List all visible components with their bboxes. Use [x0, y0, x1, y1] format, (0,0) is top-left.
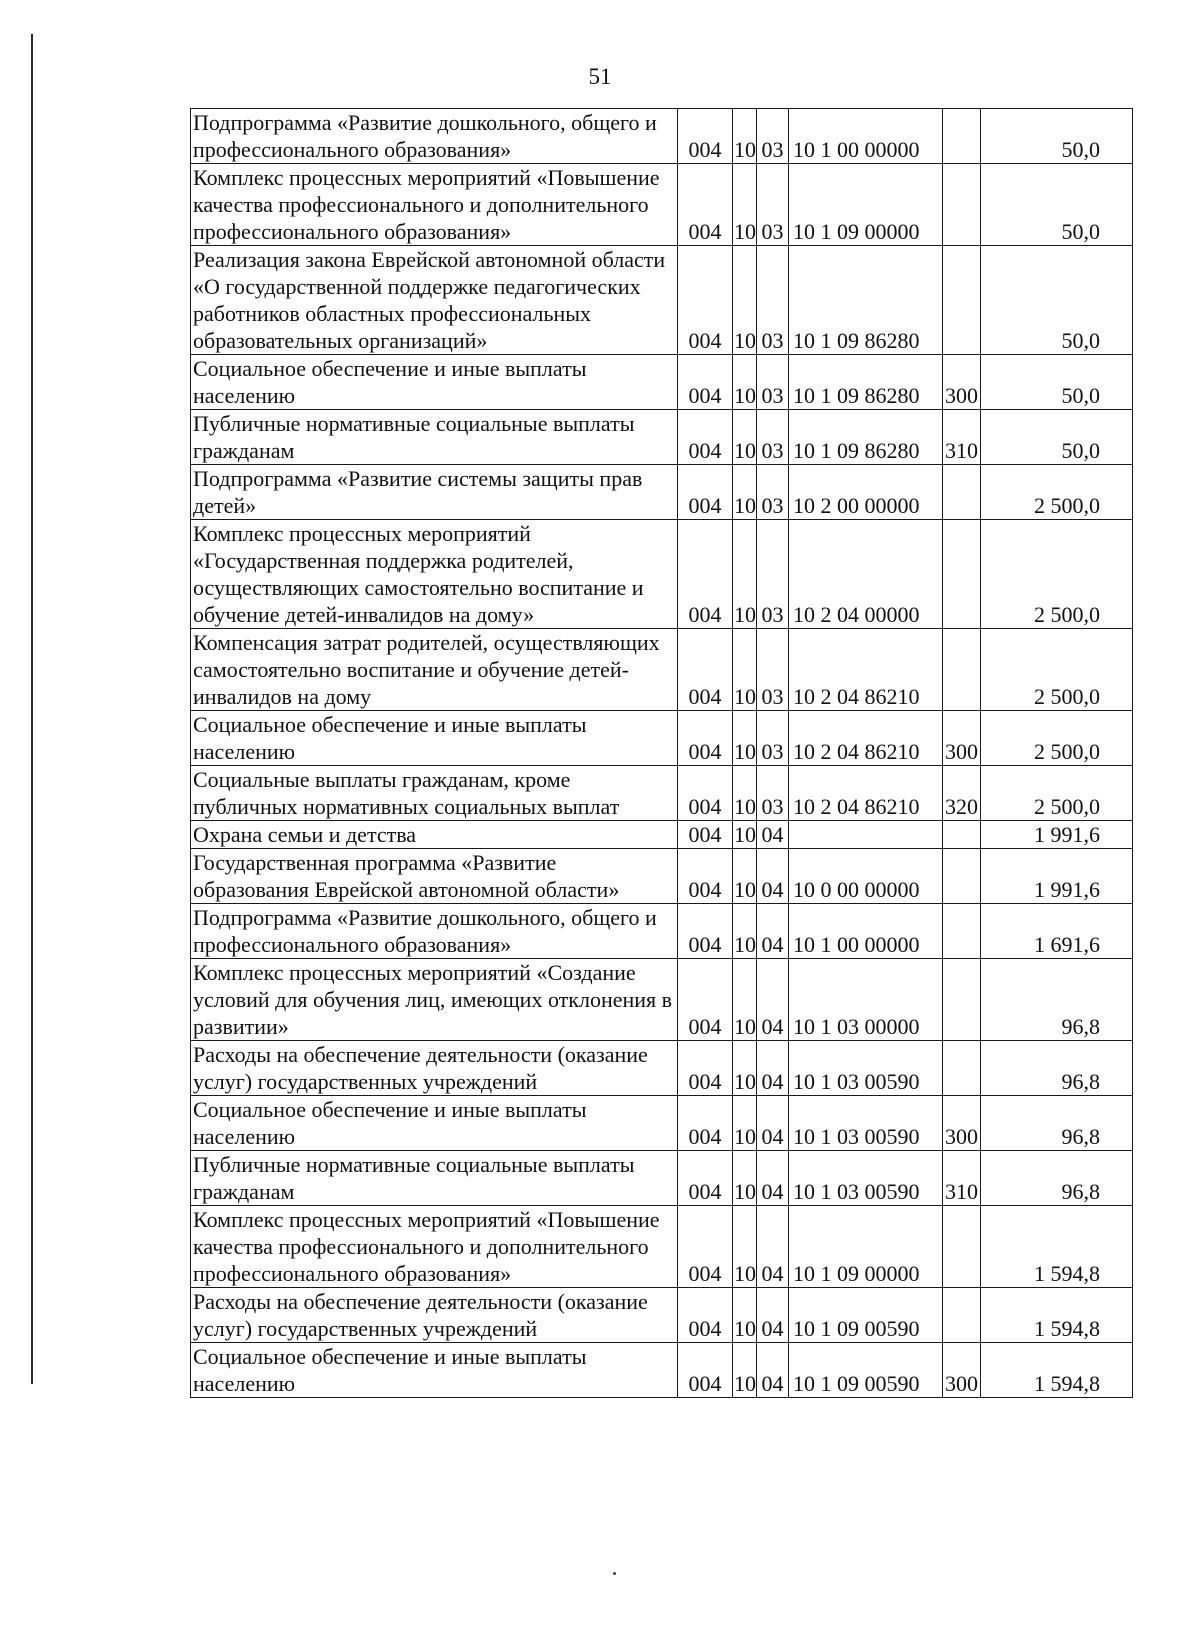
amount: 1 594,8 — [981, 1288, 1133, 1343]
admin-code: 004 — [678, 711, 733, 766]
expense-name: Социальное обеспечение и иные выплаты населению — [191, 355, 678, 410]
subsection-code: 03 — [757, 164, 789, 246]
target-article-code: 10 1 03 00590 — [789, 1041, 943, 1096]
expense-name: Расходы на обеспечение деятельности (оказание услуг) государственных учреждений — [191, 1288, 678, 1343]
section-code: 10 — [733, 766, 757, 821]
admin-code: 004 — [678, 1288, 733, 1343]
expense-type-code — [943, 821, 981, 849]
expense-name: Государственная программа «Развитие образования Еврейской автономной области» — [191, 849, 678, 904]
expense-type-code — [943, 1206, 981, 1288]
subsection-code: 04 — [757, 959, 789, 1041]
expense-type-code: 300 — [943, 1096, 981, 1151]
section-code: 10 — [733, 465, 757, 520]
section-code: 10 — [733, 1343, 757, 1398]
expense-name: Подпрограмма «Развитие системы защиты прав детей» — [191, 465, 678, 520]
table-row — [191, 1151, 1133, 1206]
subsection-code: 04 — [757, 1041, 789, 1096]
table-row — [191, 520, 1133, 629]
expense-name: Компенсация затрат родителей, осуществляющих самостоятельно воспитание и обучение детей-инвалидов на дому — [191, 629, 678, 711]
table-row — [191, 849, 1133, 904]
expense-name: Комплекс процессных мероприятий «Повышение качества профессионального и дополнительного профессионального образования» — [191, 1206, 678, 1288]
expense-type-code: 300 — [943, 1343, 981, 1398]
expense-type-code — [943, 629, 981, 711]
expense-type-code — [943, 1041, 981, 1096]
subsection-code: 04 — [757, 1096, 789, 1151]
subsection-code: 03 — [757, 109, 789, 164]
expense-name: Комплекс процессных мероприятий «Создание условий для обучения лиц, имеющих отклонения в развитии» — [191, 959, 678, 1041]
table-row — [191, 1096, 1133, 1151]
admin-code: 004 — [678, 959, 733, 1041]
section-code: 10 — [733, 959, 757, 1041]
section-code: 10 — [733, 1041, 757, 1096]
target-article-code: 10 2 04 86210 — [789, 766, 943, 821]
expense-type-code — [943, 164, 981, 246]
page-number: 51 — [588, 64, 612, 89]
section-code: 10 — [733, 629, 757, 711]
target-article-code: 10 1 09 00590 — [789, 1343, 943, 1398]
expense-type-code: 310 — [943, 1151, 981, 1206]
section-code: 10 — [733, 1288, 757, 1343]
expense-type-code: 320 — [943, 766, 981, 821]
subsection-code: 04 — [757, 1343, 789, 1398]
amount: 1 691,6 — [981, 904, 1133, 959]
target-article-code — [789, 821, 943, 849]
amount: 96,8 — [981, 1096, 1133, 1151]
budget-table-body — [191, 109, 1133, 1398]
admin-code: 004 — [678, 109, 733, 164]
table-row — [191, 711, 1133, 766]
expense-type-code: 310 — [943, 410, 981, 465]
target-article-code: 10 2 04 00000 — [789, 520, 943, 629]
scan-speck — [613, 1572, 616, 1575]
table-row — [191, 1206, 1133, 1288]
amount: 2 500,0 — [981, 520, 1133, 629]
expense-name: Охрана семьи и детства — [191, 821, 678, 849]
table-row — [191, 410, 1133, 465]
expense-name: Социальное обеспечение и иные выплаты населению — [191, 1343, 678, 1398]
amount: 1 991,6 — [981, 849, 1133, 904]
admin-code: 004 — [678, 246, 733, 355]
amount: 96,8 — [981, 1041, 1133, 1096]
section-code: 10 — [733, 1096, 757, 1151]
admin-code: 004 — [678, 1151, 733, 1206]
table-row — [191, 465, 1133, 520]
target-article-code: 10 1 00 00000 — [789, 109, 943, 164]
expense-name: Социальное обеспечение и иные выплаты населению — [191, 1096, 678, 1151]
subsection-code: 03 — [757, 766, 789, 821]
admin-code: 004 — [678, 520, 733, 629]
target-article-code: 10 1 00 00000 — [789, 904, 943, 959]
expense-type-code — [943, 465, 981, 520]
expense-name: Публичные нормативные социальные выплаты гражданам — [191, 1151, 678, 1206]
target-article-code: 10 1 09 86280 — [789, 410, 943, 465]
section-code: 10 — [733, 1206, 757, 1288]
subsection-code: 04 — [757, 1151, 789, 1206]
section-code: 10 — [733, 109, 757, 164]
target-article-code: 10 2 04 86210 — [789, 629, 943, 711]
section-code: 10 — [733, 410, 757, 465]
subsection-code: 04 — [757, 1206, 789, 1288]
scan-margin-line — [31, 34, 33, 1384]
amount: 96,8 — [981, 959, 1133, 1041]
admin-code: 004 — [678, 1343, 733, 1398]
amount: 50,0 — [981, 410, 1133, 465]
amount: 50,0 — [981, 355, 1133, 410]
expense-type-code — [943, 1288, 981, 1343]
section-code: 10 — [733, 355, 757, 410]
target-article-code: 10 1 03 00590 — [789, 1151, 943, 1206]
admin-code: 004 — [678, 1206, 733, 1288]
section-code: 10 — [733, 849, 757, 904]
admin-code: 004 — [678, 410, 733, 465]
amount: 1 594,8 — [981, 1343, 1133, 1398]
expense-name: Социальные выплаты гражданам, кроме публичных нормативных социальных выплат — [191, 766, 678, 821]
target-article-code: 10 0 00 00000 — [789, 849, 943, 904]
amount: 2 500,0 — [981, 711, 1133, 766]
amount: 50,0 — [981, 109, 1133, 164]
table-row — [191, 904, 1133, 959]
subsection-code: 03 — [757, 711, 789, 766]
amount: 1 991,6 — [981, 821, 1133, 849]
target-article-code: 10 2 04 86210 — [789, 711, 943, 766]
target-article-code: 10 1 09 00000 — [789, 164, 943, 246]
table-row — [191, 1041, 1133, 1096]
expense-type-code: 300 — [943, 355, 981, 410]
table-row — [191, 821, 1133, 849]
table-row — [191, 1288, 1133, 1343]
subsection-code: 04 — [757, 821, 789, 849]
section-code: 10 — [733, 1151, 757, 1206]
amount: 2 500,0 — [981, 629, 1133, 711]
section-code: 10 — [733, 246, 757, 355]
target-article-code: 10 1 03 00590 — [789, 1096, 943, 1151]
target-article-code: 10 2 00 00000 — [789, 465, 943, 520]
table-row — [191, 629, 1133, 711]
target-article-code: 10 1 09 86280 — [789, 246, 943, 355]
expense-name: Подпрограмма «Развитие дошкольного, общего и профессионального образования» — [191, 109, 678, 164]
section-code: 10 — [734, 822, 756, 847]
amount: 50,0 — [981, 164, 1133, 246]
target-article-code: 10 1 09 86280 — [789, 355, 943, 410]
subsection-code: 03 — [757, 246, 789, 355]
expense-name: Комплекс процессных мероприятий «Повышение качества профессионального и дополнительного профессионального образования» — [191, 164, 678, 246]
table-row — [191, 766, 1133, 821]
admin-code: 004 — [678, 465, 733, 520]
subsection-code: 04 — [757, 849, 789, 904]
section-code: 10 — [733, 164, 757, 246]
expense-name: Реализация закона Еврейской автономной области «О государственной поддержке педагогических работников областных профессиональных образовательных организаций» — [191, 246, 678, 355]
table-row — [191, 246, 1133, 355]
table-row — [191, 355, 1133, 410]
subsection-code: 03 — [757, 629, 789, 711]
amount: 2 500,0 — [981, 465, 1133, 520]
expense-name: Социальное обеспечение и иные выплаты населению — [191, 711, 678, 766]
amount: 2 500,0 — [981, 766, 1133, 821]
expense-name: Публичные нормативные социальные выплаты гражданам — [191, 410, 678, 465]
admin-code: 004 — [678, 629, 733, 711]
expense-type-code — [943, 246, 981, 355]
admin-code: 004 — [678, 904, 733, 959]
admin-code: 004 — [678, 355, 733, 410]
expense-type-code — [943, 520, 981, 629]
admin-code: 004 — [678, 1096, 733, 1151]
expense-type-code — [943, 959, 981, 1041]
subsection-code: 04 — [757, 904, 789, 959]
expense-name: Подпрограмма «Развитие дошкольного, общего и профессионального образования» — [191, 904, 678, 959]
subsection-code: 04 — [757, 1288, 789, 1343]
admin-code: 004 — [678, 1041, 733, 1096]
amount: 50,0 — [981, 246, 1133, 355]
budget-table — [190, 108, 1133, 1398]
target-article-code: 10 1 09 00000 — [789, 1206, 943, 1288]
amount: 96,8 — [981, 1151, 1133, 1206]
subsection-code: 03 — [757, 520, 789, 629]
admin-code: 004 — [678, 849, 733, 904]
admin-code: 004 — [678, 821, 733, 849]
target-article-code: 10 1 09 00590 — [789, 1288, 943, 1343]
expense-type-code: 300 — [943, 711, 981, 766]
table-row — [191, 1343, 1133, 1398]
expense-type-code — [943, 849, 981, 904]
expense-name: Расходы на обеспечение деятельности (оказание услуг) государственных учреждений — [191, 1041, 678, 1096]
subsection-code: 03 — [757, 410, 789, 465]
admin-code: 004 — [678, 164, 733, 246]
table-row — [191, 109, 1133, 164]
table-row — [191, 164, 1133, 246]
expense-type-code — [943, 109, 981, 164]
section-code: 10 — [733, 711, 757, 766]
section-code: 10 — [733, 904, 757, 959]
admin-code: 004 — [678, 766, 733, 821]
table-row — [191, 959, 1133, 1041]
amount: 1 594,8 — [981, 1206, 1133, 1288]
target-article-code: 10 1 03 00000 — [789, 959, 943, 1041]
subsection-code: 03 — [757, 465, 789, 520]
subsection-code: 03 — [757, 355, 789, 410]
section-code: 10 — [733, 520, 757, 629]
expense-type-code — [943, 904, 981, 959]
expense-name: Комплекс процессных мероприятий «Государственная поддержка родителей, осуществляющих самостоятельно воспитание и обучение детей-инвалидов на дому» — [191, 520, 678, 629]
